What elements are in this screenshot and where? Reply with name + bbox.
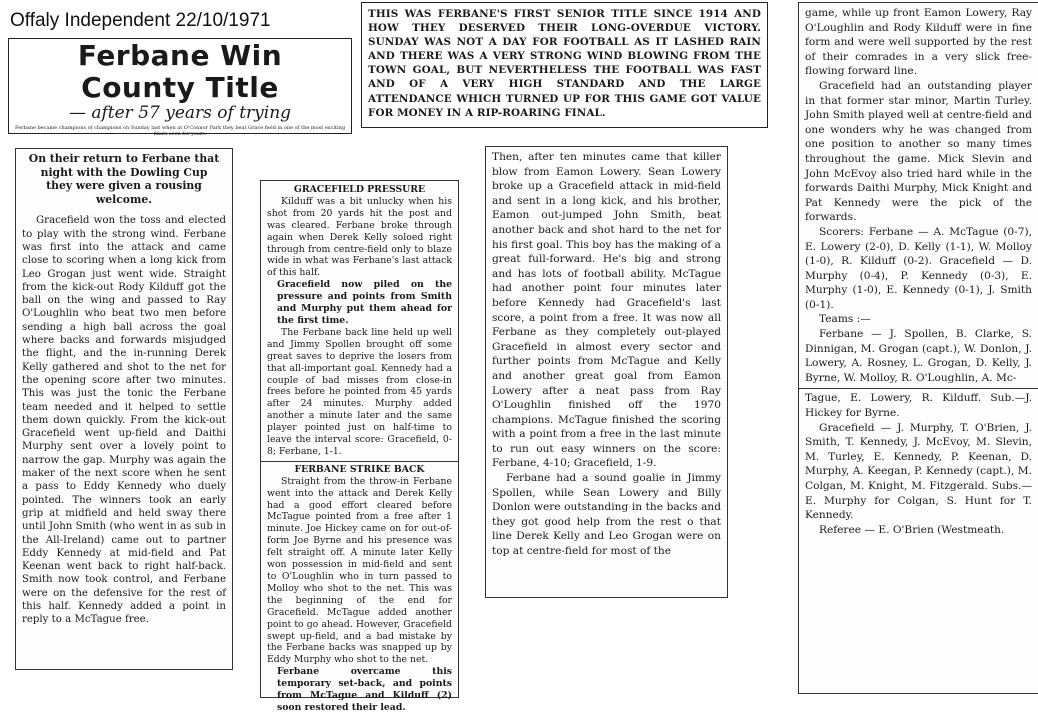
article-column-1 [15,148,233,670]
article-column-3 [485,146,728,598]
headline-line-2: County Title [81,71,279,104]
teams-label: Teams :— [819,313,871,326]
column-4-paragraph-2: Gracefield had an outstanding player in that former star minor, Martin Turley. John Smith played well at centre-field and one wonders why he was changed from one position to another so many times throughout the game. Mick Slevin and John McEvoy also tried hard while in the forwards Daithi Murphy, Mick Knight and Pat Kennedy were the pick of the forwards. [805,79,1032,224]
headline-caption: Ferbane became champions of champions on Sunday last when at O'Connor Park they beat Grace field in one of the most exciting finals seen for years. [14,125,346,137]
column-4-paragraph-1: game, while up front Eamon Lowery, Ray O'Loughlin and Rody Kilduff were in fine form and were well supported by the rest of their comrades in a very slick free-flowing forward line. [805,7,1032,78]
ferbane-team-continued: Tague, E. Lowery, R. Kilduff. Sub.—J. Hickey for Byrne. [805,392,1032,420]
ferbane-team: Ferbane — J. Spollen, B. Clarke, S. Dinnigan, M. Grogan (capt.), W. Donlon, J. Lowery, A. Rosney, L. Grogan, D. Kelly, J. Byrne, W. Molloy, R. O'Loughlin, A. Mc- [805,328,1032,384]
intro-text: THIS WAS FERBANE'S FIRST SENIOR TITLE SINCE 1914 AND HOW THEY DESERVED THEIR LONG-OVERDUE VICTORY. SUNDAY WAS NOT A DAY FOR FOOTBALL AS IT LASHED RAIN AND THERE WAS A VERY STRONG WIND BLOWING FROM THE TOWN GOAL, BUT NEVERTHELESS THE FOOTBALL WAS FAST AND OF A VERY HIGH STANDARD AND THE LARGE ATTENDANCE WHICH TURNED UP FOR THIS GAME GOT VALUE FOR MONEY IN A RIP-ROARING FINAL. [368,8,761,119]
column-4-divider [799,388,1038,389]
subheading-gracefield-pressure: GRACEFIELD PRESSURE [293,184,426,195]
headline-box [8,38,352,137]
column-2-paragraph-2: The Ferbane back line held up well and Jimmy Spollen brought off some great saves to deprive the losers from that all-important goal. Kennedy had a couple of bad misses from close-in frees before he pointed from 45 yards after 24 minutes. Murphy added another a minute later and the same player pointed just on half-time to leave the interval score: Gracefield, 0-8; Ferbane, 1-1. [267,326,452,457]
referee: Referee — E. O'Brien (Westmeath. [819,523,1005,536]
scorers: Scorers: Ferbane — A. McTague (0-7), E. Lowery (2-0), D. Kelly (1-1), W. Molloy (1-0), R. Kilduff (0-2). Gracefield — D. Murphy (0-4), P. Kennedy (0-3), E. Murphy (1-0), E. Kennedy (0-1), J. Smith (0-1). [805,225,1032,311]
column-2-paragraph-1: Kilduff was a bit unlucky when his shot from 20 yards hit the post and was cleared. Ferbane broke through again when Derek Kelly soloed right through from centre-field only to blaze wide in what was Ferbane's last attack of this half. [267,195,452,279]
column-2-bold-paragraph-1: Gracefield now piled on the pressure and points from Smith and Murphy put them ahead for the first time. [277,279,452,326]
column-3-paragraph-2: Ferbane had a sound goalie in Jimmy Spollen, while Sean Lowery and Billy Donlon were outstanding in the backs and they got good help from the rest o that line Derek Kelly and Leo Grogan were on top at centre-field for most of the [492,472,721,558]
column-3-paragraph-1: Then, after ten minutes came that killer blow from Eamon Lowery. Sean Lowery broke up a Gracefield attack in mid-field and sent in a long kick, and his brother, Eamon out-jumped John Smith, beat another back and shot hard to the net for his first goal. This boy has the making of a great full-forward. He's big and strong and has lots of football ability. McTague had another point four minutes later before Kennedy had Gracefield's last score, a point from a free. It was now all Ferbane as they completely out-played Gracefield in almost every sector and further points from McTague and Kelly and another great goal from Eamon Lowery after a neat pass from Ray O'Loughlin finished off the 1970 champions. McTague finished the scoring with a point from a free in the last minute to run out easy winners on the score: Ferbane, 4-10; Gracefield, 1-9. [492,151,721,470]
gracefield-team: Gracefield — J. Murphy, T. O'Brien, J. Smith, T. Kennedy, J. McEvoy, M. Slevin, M. Turley, E. Kennedy, P. Keenan, D. Murphy, A. Keegan, P. Kennedy (capt.), M. Colgan, M. Knight, M. Fitzgerald. Subs.—E. Murphy for Colgan, S. Hunt for T. Kennedy. [805,421,1032,522]
column-2-divider [261,461,458,462]
source-label: Offaly Independent 22/10/1971 [10,10,271,31]
column-1-lead: On their return to Ferbane that night with the Dowling Cup they were given a rousing welcome. [28,152,220,206]
article-column-4 [798,2,1038,694]
intro-box [361,2,768,128]
headline-subline: — after 57 years of trying [68,103,292,123]
column-2-paragraph-3: Straight from the throw-in Ferbane went into the attack and Derek Kelly had a good effort cleared before McTague pointed from a free after 1 minute. Joe Hickey came on for out-of-form Joe Byrne and his presence was felt straight off. A minute later Kelly won possession in mid-field and sent to O'Loughlin who in turn passed to Molloy who shot to the net. This was the beginning of the end for Gracefield. McTague added another point to go ahead. However, Gracefield swept up-field, and a bad mistake by the Ferbane backs was snapped up by Eddy Murphy who shot to the net. [267,475,452,666]
article-column-2 [260,180,459,713]
column-2-bold-paragraph-2: Ferbane overcame this temporary set-back, and points from McTague and Kilduff (2) soon restored their lead. [277,666,452,713]
subheading-ferbane-strike-back: FERBANE STRIKE BACK [294,463,425,475]
column-1-body: Gracefield won the toss and elected to play with the strong wind. Ferbane was first into the attack and came close to scoring when a long kick from Leo Grogan just went wide. Straight from the kick-out Rody Kilduff got the ball on the wing and passed to Ray O'Loughlin who beat two men before sending a high ball across the goal where backs and forwards misjudged the flight, and the in-running Derek Kelly gathered and shot to the net for the opening score after two minutes. This was just the tonic the Ferbane team needed and it helped to settle them down quickly. From the kick-out Gracefield went up-field and Daithi Murphy sent over a lovely point to narrow the gap. Murphy was again the maker of the next score when he sent a pass to Eddy Kennedy who duely pointed. The winners took an early grip at midfield and held sway there until John Smith (who went in as sub in the All-Ireland) came out to partner Eddy Kennedy at mid-field and Pat Keenan went back to right half-back. Smith now took control, and Ferbane were on the defensive for the rest of this half. Kennedy added a point in reply to a McTague free. [22,215,226,626]
headline-line-1: Ferbane Win [77,39,283,72]
